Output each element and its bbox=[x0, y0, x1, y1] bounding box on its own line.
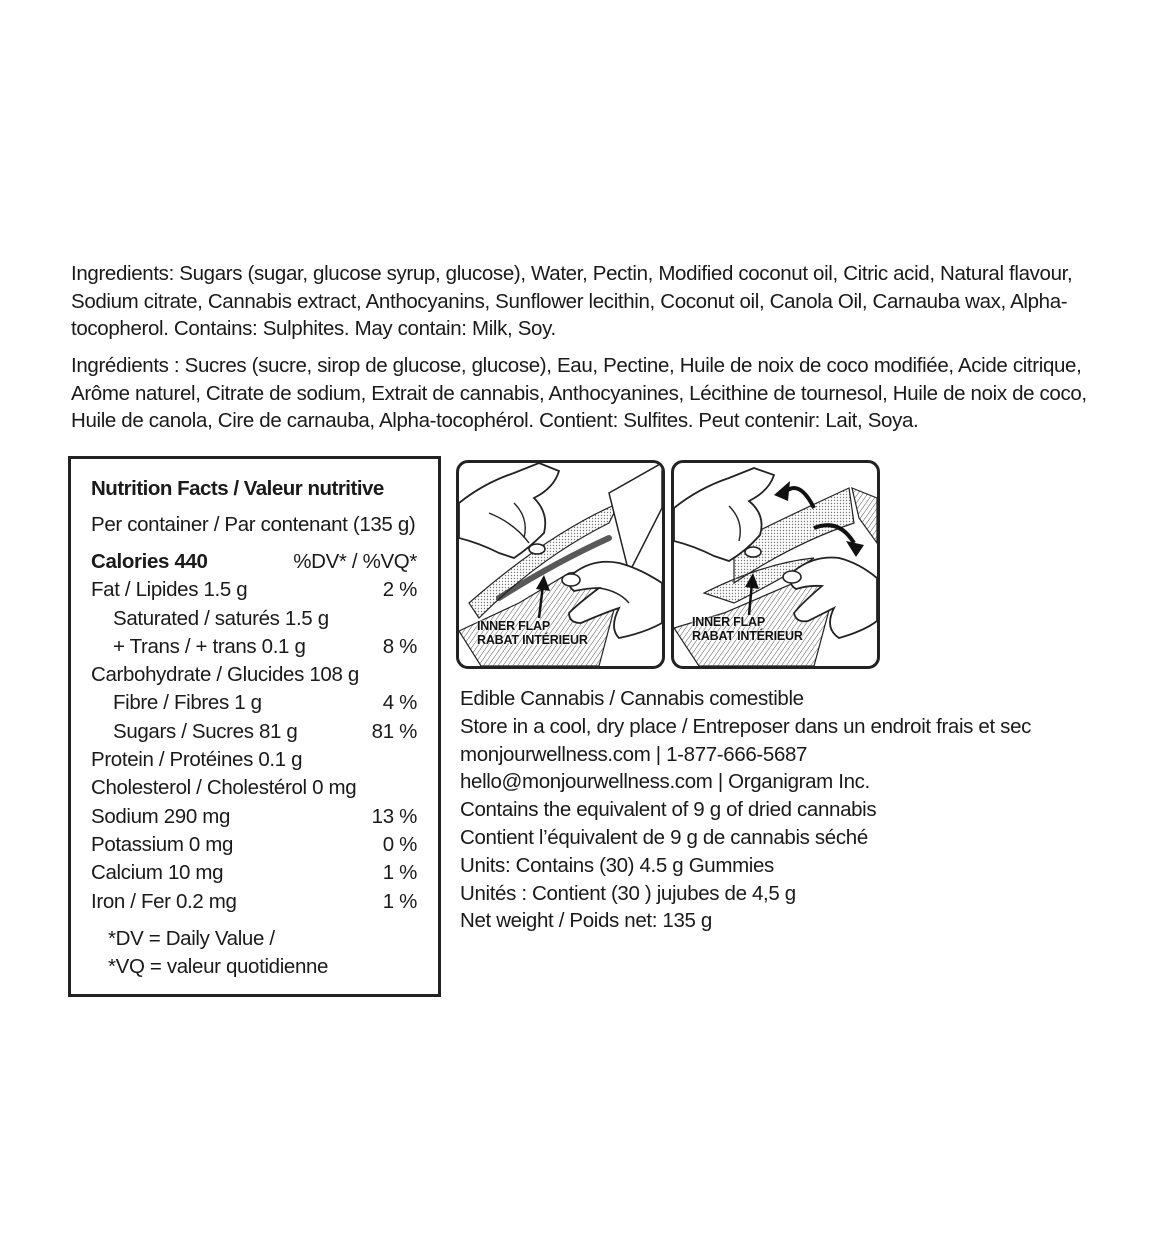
ingredients-french: Ingrédients : Sucres (sucre, sirop de glucose, glucose), Eau, Pectine, Huile de noix de coco modifiée, Acide citrique, Arôme naturel, Citrate de sodium, Extrait de cannabis, Anthocyanines, Lécithine de tournesol, Huile de noix de coco, Huile de canola, Cire de carnauba, Alpha-tocophérol. Contient: Sulfites. Peut contenir: Lait, Soya. bbox=[71, 354, 1087, 432]
per-container: Per container / Par contenant (135 g) bbox=[91, 513, 416, 536]
units-en: Units: Contains (30) 4.5 g Gummies bbox=[460, 853, 774, 877]
nutrient-dv: 0 % bbox=[382, 832, 417, 856]
footnote-line-2: *VQ = valeur quotidienne bbox=[108, 955, 329, 978]
inner-flap-label-fr: RABAT INTÉRIEUR bbox=[477, 633, 588, 647]
nutrient-row-trans bbox=[91, 633, 417, 661]
nutrient-row-protein bbox=[91, 746, 417, 774]
storage-instructions: Store in a cool, dry place / Entreposer dans un endroit frais et sec bbox=[460, 714, 1032, 738]
nutrient-label: Fibre / Fibres 1 g bbox=[113, 691, 262, 715]
nutrient-label: Potassium 0 mg bbox=[91, 832, 234, 856]
inner-flap-label-fr: RABAT INTÉRIEUR bbox=[692, 629, 803, 643]
nutrient-row-cholesterol bbox=[91, 774, 417, 802]
website-phone: monjourwellness.com | 1-877-666-5687 bbox=[460, 742, 808, 766]
nutrient-label: Sodium 290 mg bbox=[91, 804, 231, 828]
nutrient-row-fibre bbox=[91, 689, 417, 717]
dv-header: %DV* / %VQ* bbox=[293, 550, 417, 573]
nutrient-label: Fat / Lipides 1.5 g bbox=[91, 578, 248, 602]
inner-flap-label-en: INNER FLAP bbox=[692, 615, 766, 629]
dv-footnote bbox=[108, 925, 328, 981]
dried-cannabis-equivalent-fr: Contient l’équivalent de 9 g de cannabis séché bbox=[460, 825, 868, 849]
nutrient-label: Cholesterol / Cholestérol 0 mg bbox=[91, 776, 357, 800]
nutrient-label: Saturated / saturés 1.5 g bbox=[113, 606, 329, 630]
nutrient-row-sodium bbox=[91, 803, 417, 831]
opening-instruction-step-2 bbox=[671, 460, 880, 669]
product-category: Edible Cannabis / Cannabis comestible bbox=[460, 687, 804, 710]
nutrient-row-iron bbox=[91, 888, 417, 916]
dried-cannabis-equivalent-en: Contains the equivalent of 9 g of dried cannabis bbox=[460, 798, 877, 822]
calories-label: Calories 440 bbox=[91, 550, 208, 573]
nutrient-label: Calcium 10 mg bbox=[91, 861, 224, 885]
inner-flap-label-en: INNER FLAP bbox=[477, 619, 551, 633]
inner-flap-label bbox=[477, 619, 588, 647]
email-company: hello@monjourwellness.com | Organigram Inc. bbox=[460, 770, 870, 794]
nutrient-row-fat bbox=[91, 576, 417, 604]
nutrient-row-potassium bbox=[91, 831, 417, 859]
units-fr: Unités : Contient (30 ) jujubes de 4,5 g bbox=[460, 881, 796, 905]
nutrient-dv: 1 % bbox=[382, 889, 417, 913]
net-weight: Net weight / Poids net: 135 g bbox=[460, 909, 712, 933]
opening-instruction-step-1 bbox=[456, 460, 665, 669]
footnote-line-1: *DV = Daily Value / bbox=[108, 927, 275, 950]
product-info-block bbox=[460, 685, 1031, 935]
nutrient-row-carbohydrate bbox=[91, 661, 417, 689]
nutrient-label: Sugars / Sucres 81 g bbox=[113, 719, 298, 743]
nutrition-title: Nutrition Facts / Valeur nutritive bbox=[91, 477, 384, 500]
nutrient-row-saturated bbox=[91, 605, 417, 633]
ingredients-english: Ingredients: Sugars (sugar, glucose syrup, glucose), Water, Pectin, Modified coconut oil, Citric acid, Natural flavour, Sodium citrate, Cannabis extract, Anthocyanins, Sunflower lecithin, Coconut oil, Canola Oil, Carnauba wax, Alpha-tocopherol. Contains: Sulphites. May contain: Milk, Soy. bbox=[71, 262, 1073, 340]
nutrient-dv: 4 % bbox=[382, 691, 417, 715]
nutrient-dv: 8 % bbox=[382, 634, 417, 658]
inner-flap-label bbox=[692, 615, 803, 643]
nutrient-row-sugars bbox=[91, 718, 417, 746]
nutrient-dv: 2 % bbox=[382, 578, 417, 602]
nutrient-row-calcium bbox=[91, 859, 417, 887]
nutrient-dv: 13 % bbox=[371, 804, 417, 828]
nutrient-label: + Trans / + trans 0.1 g bbox=[113, 634, 306, 658]
nutrition-facts-table bbox=[68, 456, 441, 997]
nutrient-label: Iron / Fer 0.2 mg bbox=[91, 889, 237, 913]
nutrient-dv: 81 % bbox=[371, 719, 417, 743]
calories-row bbox=[91, 548, 417, 576]
nutrient-dv: 1 % bbox=[382, 861, 417, 885]
nutrient-label: Carbohydrate / Glucides 108 g bbox=[91, 663, 359, 687]
nutrient-label: Protein / Protéines 0.1 g bbox=[91, 748, 303, 772]
